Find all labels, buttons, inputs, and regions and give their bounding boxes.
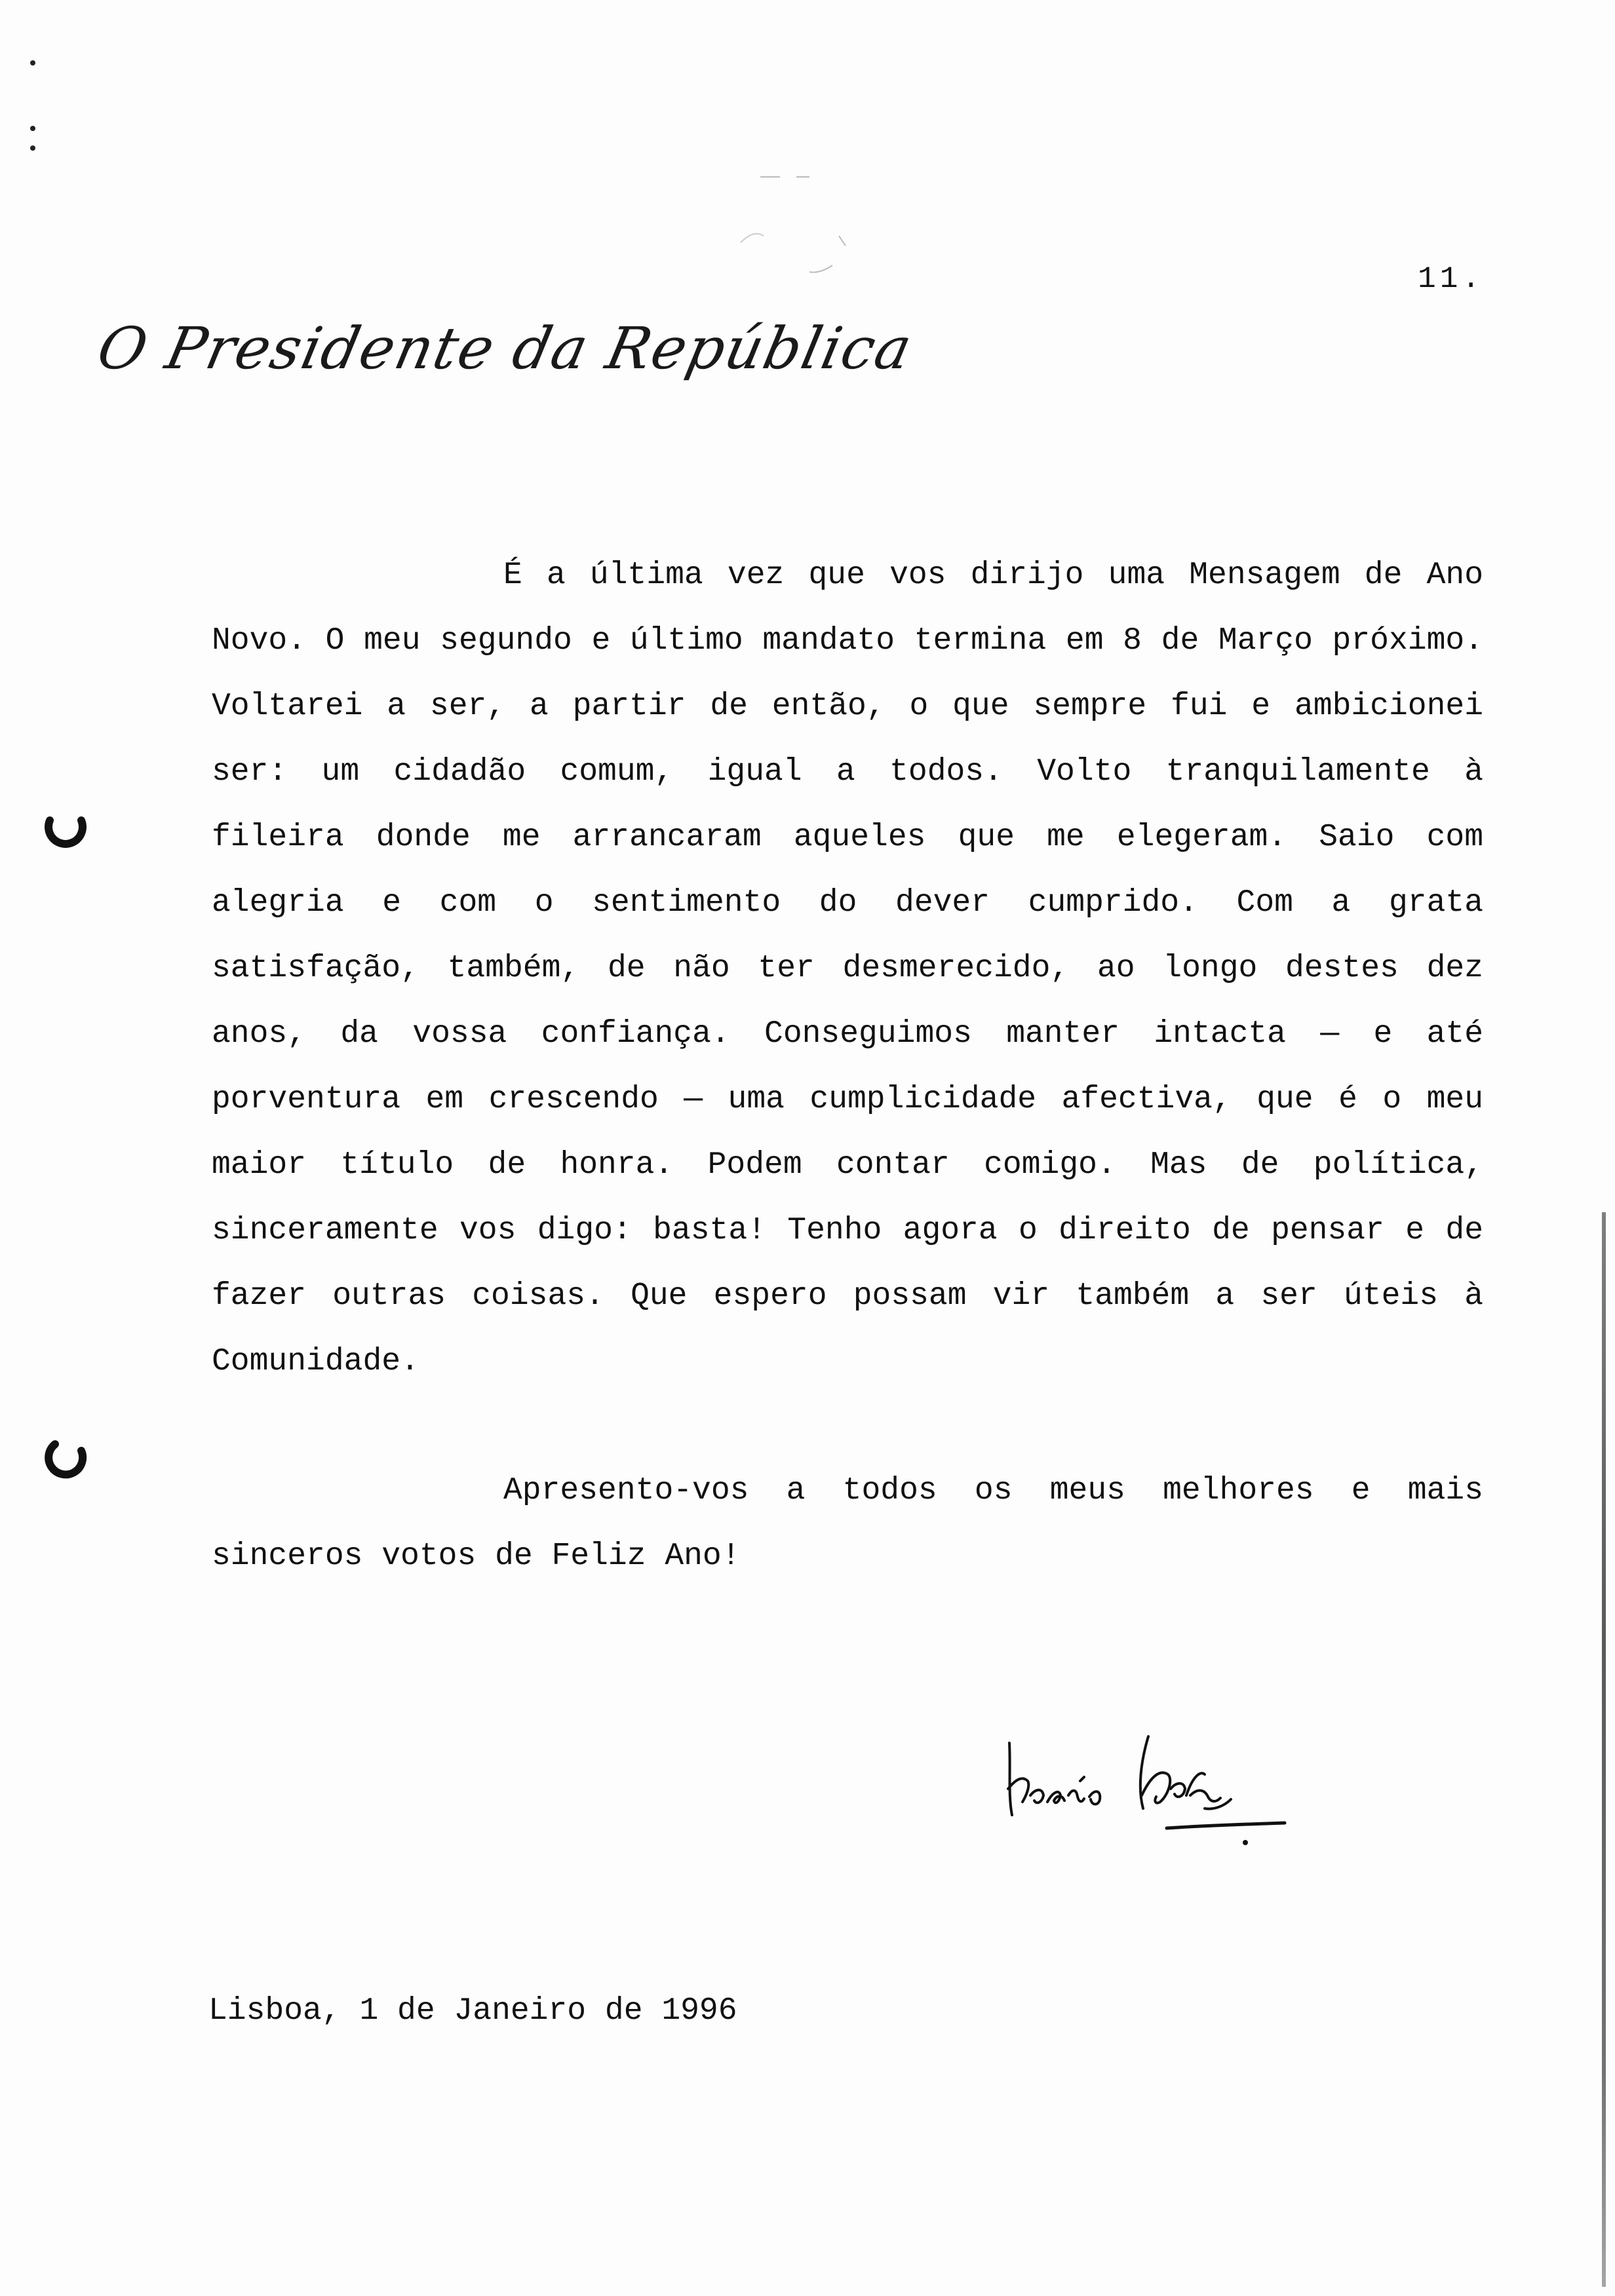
page-number: 11. xyxy=(1418,262,1484,296)
body-paragraph: Apresento-vos a todos os meus melhores e mais sinceros votos de Feliz Ano! xyxy=(212,1473,1483,1574)
scan-smudge xyxy=(734,157,852,288)
letterhead: O Presidente da República xyxy=(92,315,919,382)
punch-hole-icon xyxy=(41,1435,90,1485)
handwritten-signature xyxy=(996,1697,1298,1848)
margin-mark xyxy=(30,126,35,131)
margin-mark xyxy=(30,145,35,151)
place-and-date: Lisboa, 1 de Janeiro de 1996 xyxy=(208,1993,737,2029)
margin-mark xyxy=(30,60,35,66)
punch-hole-icon xyxy=(41,806,90,856)
scan-edge xyxy=(1602,1212,1606,2287)
body-paragraph: É a última vez que vos dirijo uma Mensagem de Ano Novo. O meu segundo e último mandato termina em 8 de Março próximo. Voltarei a ser, a partir de então, o que sempre fui e ambicionei ser: um cidadão comum, igual a todos. Volto tranquilamente à fileira donde me arrancaram aqueles que me elegeram. Saio com alegria e com o sentimento do dever cumprido. Com a grata satisfação, também, de não ter desmerecido, ao longo destes dez anos, da vossa confiança. Conseguimos manter intacta — e até porventura em crescendo — uma cumplicidade afectiva, que é o meu maior título de honra. Podem contar comigo. Mas de política, sinceramente vos digo: basta! Tenho agora o direito de pensar e de fazer outras coisas. Que espero possam vir também a ser úteis à Comunidade. xyxy=(212,558,1483,1379)
